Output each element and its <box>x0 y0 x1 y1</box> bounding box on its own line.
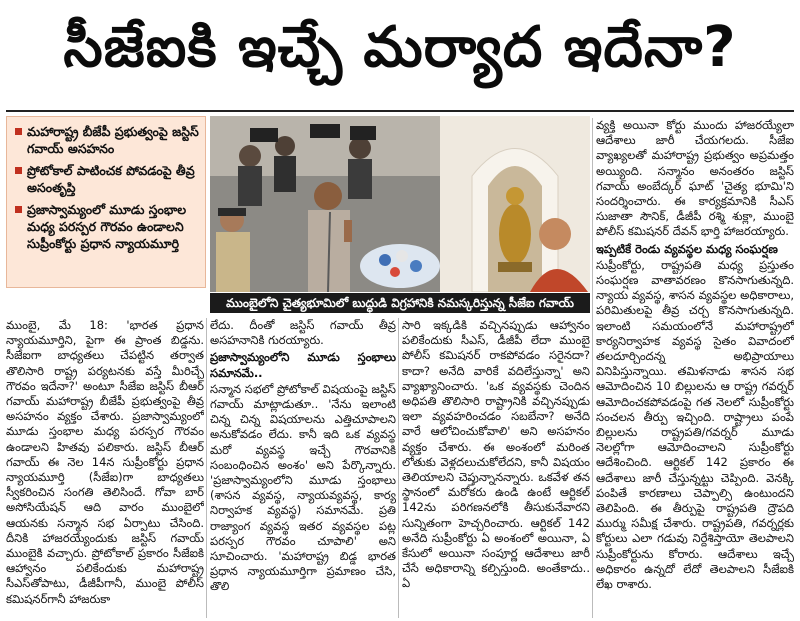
column-divider <box>398 318 399 618</box>
highlights-box <box>6 116 206 288</box>
article-column-2 <box>210 318 396 618</box>
headline-rule <box>6 110 794 112</box>
article-column-1 <box>6 318 204 618</box>
article-column-3 <box>402 318 590 618</box>
highlight-item: ప్రోటోకాల్ పాటించక పోవడంపై తీవ్ర అసంతృప్తి <box>13 162 199 196</box>
article-paragraph: ముంబై, మే 18: 'భారత ప్రధాన న్యాయమూర్తిని, పైగా ఈ ప్రాంత బిడ్డను. సీజేఐగా బాధ్యతలు చేపట్టిన తర్వాత తొలిసారి రాష్ట్ర పర్యటనకు వస్తే మీరిచ్చే గౌరవం ఇదేనా?' అంటూ సీజేఐ జస్టిస్ బీఆర్ గవాయ్ మహారాష్ట్ర బీజేపీ ప్రభుత్వంపై తీవ్ర అసహనం వ్యక్తం చేశారు. ప్రజాస్వామ్యంలో మూడు స్తంభాల మధ్య పరస్పర గౌరవం ఉండాలని హితవు పలికారు. జస్టిస్ బీఆర్ గవాయ్ ఈ నెల 14న సుప్రీంకోర్టు ప్రధాన న్యాయమూర్తి (సీజేఐ)గా బాధ్యతలు స్వీకరించిన సంగతి తెలిసిందే. గోవా బార్ అసోసియేషన్ ఆది వారం ముంబైలో ఆయనకు సన్మాన సభ ఏర్పాటు చేసింది. దీనికి హాజరయ్యేందుకు జస్టిస్ గవాయ్ ముంబైకి వచ్చారు. ప్రోటోకాల్ ప్రకారం సీజేఐకి ఆహ్వానం పలికేందుకు మహారాష్ట్ర సీఎస్‌తోపాటు, డీజీపీగానీ, ముంబై పోలీస్ కమిషనర్‌గానీ హాజరుకా <box>6 318 204 606</box>
highlight-item: మహారాష్ట్ర బీజేపీ ప్రభుత్వంపై జస్టిస్ గవాయ్ అసహనం <box>13 123 199 157</box>
article-paragraph: లేదు. దీంతో జస్టిస్ గవాయ్ తీవ్ర అసహనానికి గురయ్యారు. <box>210 318 396 348</box>
headline-text: సీజేఐకి ఇచ్చే మర్యాద ఇదేనా? <box>63 14 737 80</box>
news-photo <box>210 116 590 292</box>
article-paragraph: సన్మాన సభలో ప్రోటోకాల్ విషయంపై జస్టిస్ గవాయ్ మాట్లాడుతూ.. 'నేను ఇలాంటి చిన్న చిన్న విషయాలను ఎత్తిచూపాలని అనుకోవడం లేదు. కానీ ఇది ఒక వ్యవస్థ మరో వ్యవస్థ ఇచ్చే గౌరవానికి సంబంధించిన అంశం' అని పేర్కొన్నారు. 'ప్రజాస్వామ్యంలోని మూడు స్తంభాలు (శాసన వ్యవస్థ, న్యాయవ్యవస్థ, కార్య నిర్వాహక వ్యవస్థ) సమానమే. ప్రతి రాజ్యాంగ వ్యవస్థ ఇతర వ్యవస్థల పట్ల పరస్పర గౌరవం చూపాలి' అని సూచించారు. 'మహారాష్ట్ర బిడ్డ భారత ప్రధాన న్యాయమూర్తిగా ప్రమాణం చేసి, తొలి <box>210 381 396 594</box>
subheading: ఇప్పటికే రెండు వ్యవస్థల మధ్య సంఘర్షణ <box>596 241 778 256</box>
highlight-item: ప్రజాస్వామ్యంలో మూడు స్తంభాల మధ్య పరస్పర గౌరవం ఉండాలని సుప్రీంకోర్టు ప్రధాన న్యాయమూర్తి <box>13 201 199 252</box>
article-paragraph: వ్యక్తి అయినా కోర్టు ముందు హాజరయ్యేలా ఆదేశాలు జారీ చేయగలదు. సీజేఐ వ్యాఖ్యలతో మహారాష్ట్ర ప్రభుత్వం అప్రమత్తం అయ్యింది. సన్మానం అనంతరం జస్టిస్ గవాయ్ అంబేద్కర్ ఘాట్ 'చైత్య భూమి'ని సందర్శించారు. ఈ కార్యక్రమానికి సీఎస్ సుజాతా సౌనిక్, డీజీపీ రశ్మి శుక్లా, ముంబై పోలీస్ కమిషనర్ దేవన్ భార్తి హాజరయ్యారు. <box>596 118 794 239</box>
article-paragraph: సారి ఇక్కడికి వచ్చినప్పుడు ఆహ్వానం పలికేందుకు సీఎస్, డీజీపీ లేదా ముంబై పోలీస్ కమిషనర్ రాకపోవడం సరైనదా? కాదా? అనేది వారికే వదిలేస్తున్నా' అని వ్యాఖ్యానించారు. 'ఒక వ్యవస్థకు చెందిన అధిపతి తొలిసారి రాష్ట్రానికి వచ్చినప్పుడు ఇలా వ్యవహరించడం సబబేనా? అనేది వారే ఆలోచించుకోవాలి' అని అసహనం వ్యక్తం చేశారు. ఈ అంశంలో మరింత లోతుకు వెళ్లదలుచుకోలేదని, కానీ విషయం తెలియాలని చెప్తున్నానన్నారు. ఒకవేళ తన స్థానంలో మరోకరు ఉండి ఉంటే ఆర్టికల్ 142ను పరిగణనలోకి తీసుకునేవారని సున్నితంగా హెచ్చరించారు. ఆర్టికల్ 142 అనేది సుప్రీంకోర్టు ఏ అంశంలో అయినా, ఏ కేసులో అయినా సంపూర్ణ ఆదేశాలు జారీ చేసే అధికారాన్ని కల్పిస్తుంది. అంతేకాదు.. ఏ <box>402 318 590 591</box>
article-column-4 <box>596 118 794 618</box>
column-divider <box>206 318 207 618</box>
photo-caption: ముంబైలోని చైత్యభూమిలో బుద్ధుడి విగ్రహానికి నమస్కరిస్తున్న సీజేఐ గవాయ్ <box>210 293 590 313</box>
headline <box>0 0 800 108</box>
subheading: ప్రజాస్వామ్యంలోని మూడు స్తంభాలు సమానమే.. <box>210 350 396 380</box>
article-paragraph: సుప్రీంకోర్టు, రాష్ట్రపతి మధ్య ప్రస్తుతం సంఘర్షణ వాతావరణం కొనసాగుతున్నది. న్యాయ వ్యవస్థ, శాసన వ్యవస్థల అధికారాలు, పరిమితులపై తీవ్ర చర్చ కొనసాగుతున్నది. ఇలాంటి సమయంలోనే మహారాష్ట్రలో కార్యనిర్వాహక వ్యవస్థ సైతం వివాదంలో తలదూర్చిందన్న అభిప్రాయాలు వినిపిస్తున్నాయి. తమిళనాడు శాసన సభ ఆమోదించిన 10 బిల్లులను ఆ రాష్ట్ర గవర్నర్ ఆమోదించకపోవడంపై గత నెలలో సుప్రీంకోర్టు సంచలన తీర్పు ఇచ్చింది. రాష్ట్రాలు పంపే బిల్లులను రాష్ట్రపతి/గవర్నర్ మూడు నెలల్లోగా ఆమోదించాలని సుప్రీంకోర్టు ఆదేశించింది. ఆర్టికల్ 142 ప్రకారం ఈ ఆదేశాలు జారీ చేస్తున్నట్టు చెప్పింది. వెనక్కి పంపితే కారణాలు చెప్పాల్సి ఉంటుందని తెలిపింది. ఈ తీర్పుపై రాష్ట్రపతి ద్రౌపది ముర్ము సమీక్ష చేశారు. రాష్ట్రపతి, గవర్నర్లకు కోర్టులు ఎలా గడువు నిర్దేశిస్తాయో తెలపాలని సుప్రీంకోర్టును కోరారు. ఆదేశాలు ఇచ్చే అధికారం ఉన్నదో లేదో తెలపాలని సీజేఐకి లేఖ రాశారు. <box>596 257 794 592</box>
column-divider <box>592 118 593 618</box>
